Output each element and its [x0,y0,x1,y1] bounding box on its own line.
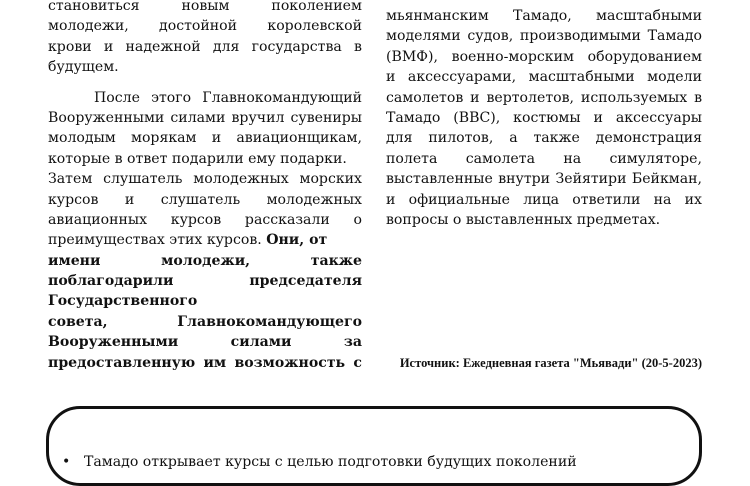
bold-text-line: имени молодежи, также [48,252,362,269]
text-line: мьянманским Тамадо, масштабными [386,8,702,24]
text-line: После этого Главнокомандующий [94,89,362,106]
left-column [48,0,362,373]
bold-text-line: совета, Главнокомандующего [48,313,362,330]
text-line: (ВМФ), военно-морским оборудованием [386,48,702,65]
text-line [48,230,362,250]
bold-text-line: поблагодарили председателя [48,273,362,290]
text-line: молодым морякам и авиационщикам, [48,130,362,147]
text-line: будущем. [48,59,119,76]
text-line: самолетов и вертолетов, используемых в [386,89,702,106]
paragraph [48,88,362,373]
text-line: и аксессуарами, масштабными модели [386,69,702,86]
text-line: Затем слушатель молодежных морских [48,171,362,188]
bold-text-line: предоставленную им возможность с [48,354,362,371]
text-line: моделями судов, производимыми Тамадо [386,28,702,45]
text-line: становиться новым поколением [48,0,362,14]
source-citation: Источник: Ежедневная газета "Мьявади" (20-5-2023) [399,356,702,370]
text-line: выставленные внутри Зейятири Бейкман, [386,171,702,188]
text-line: молодежи, достойной королевской [48,18,362,35]
text-segment: преимуществах этих курсов. [48,232,262,249]
text-line: авиационных курсов рассказали о [48,211,362,228]
right-column [386,0,702,230]
text-line: Тамадо (ВВС), костюмы и аксессуары [386,109,702,126]
text-line: для пилотов, а также демонстрация [386,130,702,147]
paragraph-continuation [386,6,702,230]
callout-text: Тамадо открывает курсы с целью подготовки будущих поколений [84,454,577,470]
bullet-icon: • [62,454,71,470]
callout-box [46,406,702,486]
text-line: курсов и слушатель молодежных [48,191,362,208]
bold-text-line: Вооруженными силами за [48,334,362,351]
paragraph-continuation [48,0,362,78]
text-line: крови и надежной для государства в [48,38,362,55]
text-line: вопросы о выставленных предметах. [386,211,661,228]
text-line: полета самолета на симуляторе, [386,150,702,167]
callout-bullet-item [62,452,688,472]
text-line: которые в ответ подарили ему подарки. [48,150,347,167]
text-line: и официальные лица ответили на их [386,191,702,208]
bold-text-segment: Они, от [266,232,328,249]
text-line: Вооруженными силами вручил сувениры [48,109,362,126]
bold-text-line: Государственного [48,293,198,310]
